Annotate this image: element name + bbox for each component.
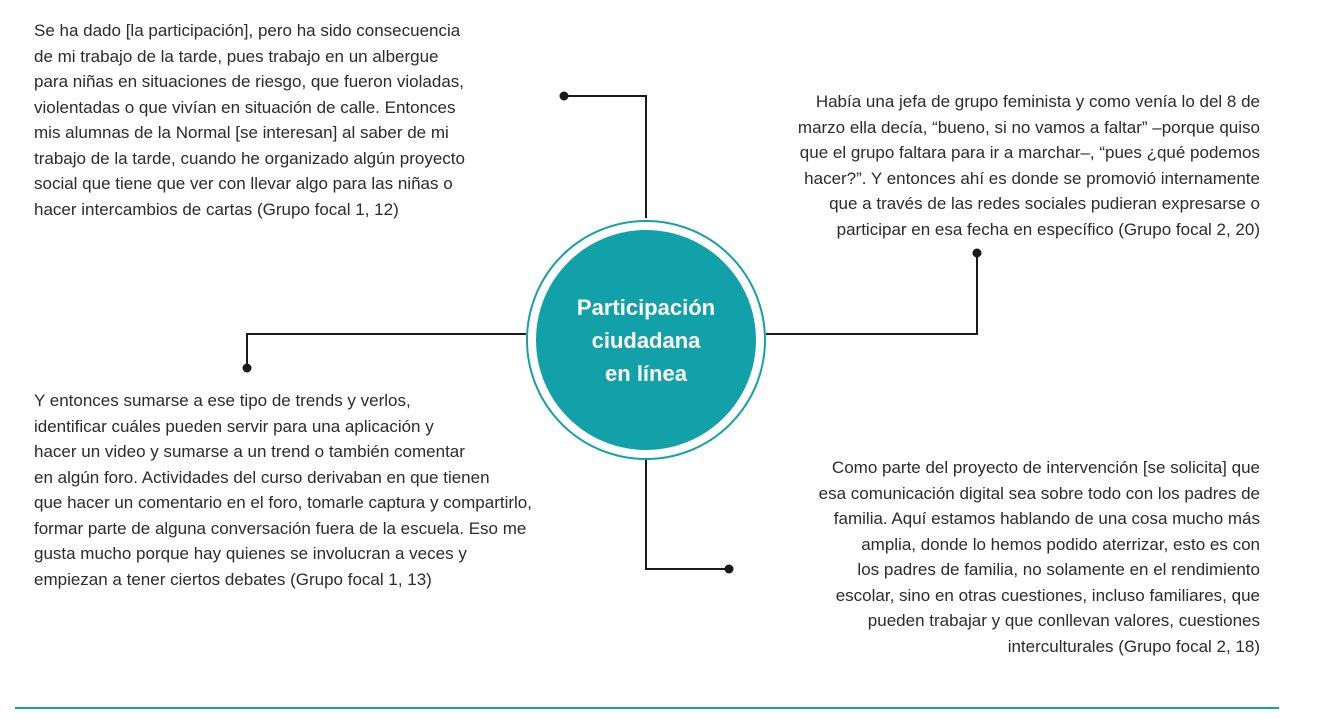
connector-bottom-right: [646, 458, 729, 569]
quote-line: que el grupo faltara para ir a marchar–, “pues ¿qué podemos: [799, 143, 1260, 162]
quote-top-right: [798, 89, 1260, 242]
quote-line: de mi trabajo de la tarde, pues trabajo en un albergue: [34, 46, 439, 66]
central-concept-title-line: en línea: [605, 360, 687, 386]
quote-line: pueden trabajar y que conllevan valores, cuestiones: [867, 611, 1260, 630]
quote-line: esa comunicación digital sea sobre todo con los padres de: [818, 483, 1260, 503]
quote-line: violentadas o que vivían en situación de calle. Entonces: [34, 97, 456, 117]
quote-line: hacer intercambios de cartas (Grupo focal 1, 12): [34, 199, 399, 219]
connector-dot-top-left: [560, 92, 569, 101]
connector-top-left: [564, 96, 646, 218]
central-concept-title-line: Participación: [576, 294, 716, 320]
quote-line: marzo ella decía, “bueno, si no vamos a faltar” –porque quiso: [797, 117, 1260, 137]
quote-line: empiezan a tener ciertos debates (Grupo focal 1, 13): [34, 569, 432, 589]
quote-bottom-left: [34, 388, 532, 592]
quote-line: para niñas en situaciones de riesgo, que fueron violadas,: [34, 72, 465, 91]
quote-line: hacer un video y sumarse a un trend o también comentar: [34, 442, 465, 461]
quote-line: Y entonces sumarse a ese tipo de trends y verlos,: [34, 391, 411, 410]
central-concept-fill: [536, 230, 756, 450]
quote-line: Como parte del proyecto de intervención [se solicita] que: [831, 458, 1260, 477]
quote-line: en algún foro. Actividades del curso derivaban en que tienen: [34, 467, 490, 487]
quote-line: mis alumnas de la Normal [se interesan] al saber de mi: [34, 123, 449, 142]
quote-line: social que tiene que ver con llevar algo para las niñas o: [34, 174, 453, 193]
quote-line: que hacer un comentario en el foro, tomarle captura y compartirlo,: [34, 493, 532, 512]
quote-line: interculturales (Grupo focal 2, 18): [1007, 636, 1260, 656]
connector-dot-left: [243, 364, 252, 373]
quote-bottom-right: [819, 455, 1260, 659]
quote-line: familia. Aquí estamos hablando de una cosa mucho más: [833, 509, 1260, 528]
quote-line: participar en esa fecha en específico (Grupo focal 2, 20): [836, 219, 1260, 239]
quote-line: formar parte de alguna conversación fuera de la escuela. Eso me: [34, 518, 527, 538]
central-concept-title-line: ciudadana: [591, 327, 701, 353]
quote-line: Se ha dado [la participación], pero ha sido consecuencia: [34, 21, 461, 40]
connector-dot-bottom-right: [725, 565, 734, 574]
quote-line: trabajo de la tarde, cuando he organizado algún proyecto: [34, 148, 465, 168]
quote-line: Había una jefa de grupo feminista y como venía lo del 8 de: [815, 92, 1260, 111]
connector-dot-right: [973, 249, 982, 258]
connector-left: [247, 334, 526, 368]
quote-line: escolar, sino en otras cuestiones, incluso familiares, que: [835, 585, 1260, 605]
quote-line: hacer?”. Y entonces ahí es donde se promovió internamente: [804, 168, 1260, 188]
quote-line: que a través de las redes sociales pudieran expresarse o: [829, 194, 1260, 213]
quote-line: los padres de familia, no solamente en el rendimiento: [857, 560, 1260, 579]
quote-line: amplia, donde lo hemos podido aterrizar, esto es con: [861, 534, 1260, 554]
central-concept-circle: [526, 220, 766, 460]
bottom-divider: [15, 707, 1279, 709]
quote-top-left: [34, 18, 465, 222]
quote-line: gusta mucho porque hay quienes se involucran a veces y: [34, 544, 467, 563]
connector-right: [766, 253, 977, 334]
quote-line: identificar cuáles pueden servir para una aplicación y: [34, 416, 434, 436]
